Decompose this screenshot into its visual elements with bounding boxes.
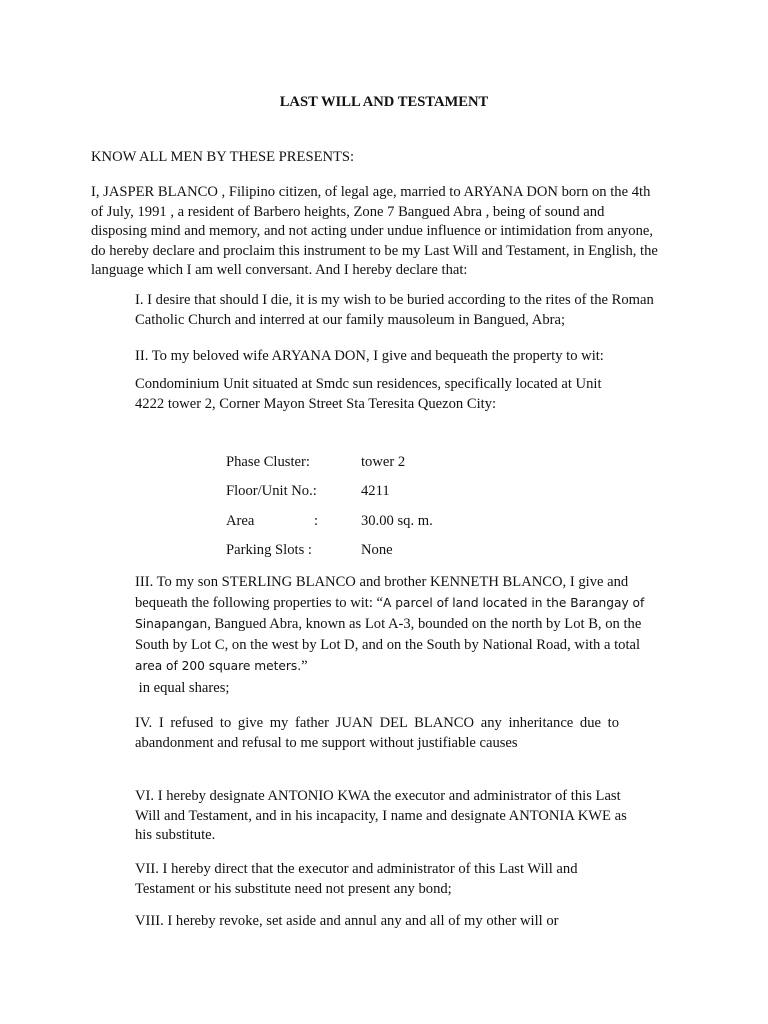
clause-text: ” (301, 658, 308, 674)
clause-viii: VIII. I hereby revoke, set aside and annul any and all of my other will or (135, 913, 559, 929)
clause-vi (135, 787, 680, 846)
clause-line: Will and Testament, and in his incapacity, I name and designate ANTONIA KWE as (135, 807, 627, 824)
intro-line: of July, 1991 , a resident of Barbero heights, Zone 7 Bangued Abra , being of sound and (91, 203, 605, 220)
row-label: Parking Slots : (226, 542, 312, 559)
clause-line: IV. I refused to give my father JUAN DEL BLANCO any inheritance due to (135, 715, 619, 731)
row-label: Phase Cluster: (226, 454, 310, 470)
document-title: LAST WILL AND TESTAMENT (279, 94, 489, 110)
salutation: KNOW ALL MEN BY THESE PRESENTS: (91, 149, 355, 165)
clause-line: his substitute. (135, 827, 216, 843)
clause-line: Testament or his substitute need not present any bond; (135, 880, 452, 897)
clause-text-sans: A parcel of land located in the Barangay of (383, 596, 645, 610)
clause-line: Catholic Church and interred at our family mausoleum in Bangued, Abra; (135, 311, 566, 328)
clause-text: bequeath the following properties to wit: “ (135, 595, 384, 611)
clause-iv (135, 714, 680, 753)
clause-line: VI. I hereby designate ANTONIO KWA the executor and administrator of this Last (135, 788, 621, 804)
property-line: Condominium Unit situated at Smdc sun residences, specifically located at Unit (135, 376, 602, 392)
intro-line: do hereby declare and proclaim this instrument to be my Last Will and Testament, in English, the (91, 242, 658, 259)
row-label: Floor/Unit No.: (226, 483, 317, 500)
clause-line: III. To my son STERLING BLANCO and brother KENNETH BLANCO, I give and (135, 574, 629, 590)
clause-line (135, 593, 680, 614)
equal-shares-note: in equal shares; (135, 680, 230, 696)
property-line: 4222 tower 2, Corner Mayon Street Sta Teresita Quezon City: (135, 395, 497, 412)
area-label: Area (226, 512, 255, 529)
intro-line: language which I am well conversant. And I hereby declare that: (91, 262, 468, 278)
clause-text-sans: area of 200 square meters. (135, 659, 302, 673)
clause-iii (135, 572, 680, 677)
clause-line: VII. I hereby direct that the executor and administrator of this Last Will and (135, 861, 578, 877)
row-value: None (361, 542, 393, 559)
clause-ii: II. To my beloved wife ARYANA DON, I give and bequeath the property to wit: (135, 348, 604, 364)
intro-paragraph (91, 183, 691, 281)
intro-line: disposing mind and memory, and not acting under undue influence or intimidation from anyone, (91, 223, 654, 239)
clause-text-sans: Sinapangan (135, 617, 208, 631)
area-colon: : (314, 512, 319, 529)
clause-i (135, 291, 680, 330)
clause-line (135, 614, 680, 635)
clause-line: abandonment and refusal to me support without justifiable causes (135, 734, 518, 751)
row-value: 4211 (361, 483, 390, 500)
clause-line: South by Lot C, on the west by Lot D, and on the South by National Road, with a total (135, 637, 641, 653)
clause-line (135, 656, 680, 677)
property-description (135, 375, 680, 414)
row-value: tower 2 (361, 454, 406, 470)
clause-line: I. I desire that should I die, it is my wish to be buried according to the rites of the Roman (135, 292, 654, 308)
clause-vii (135, 860, 680, 899)
row-label (226, 512, 318, 532)
clause-text: , Bangued Abra, known as Lot A-3, bounded on the north by Lot B, on the (207, 616, 642, 632)
intro-line: I, JASPER BLANCO , Filipino citizen, of legal age, married to ARYANA DON born on the 4th (91, 184, 651, 200)
row-value: 30.00 sq. m. (361, 512, 433, 529)
